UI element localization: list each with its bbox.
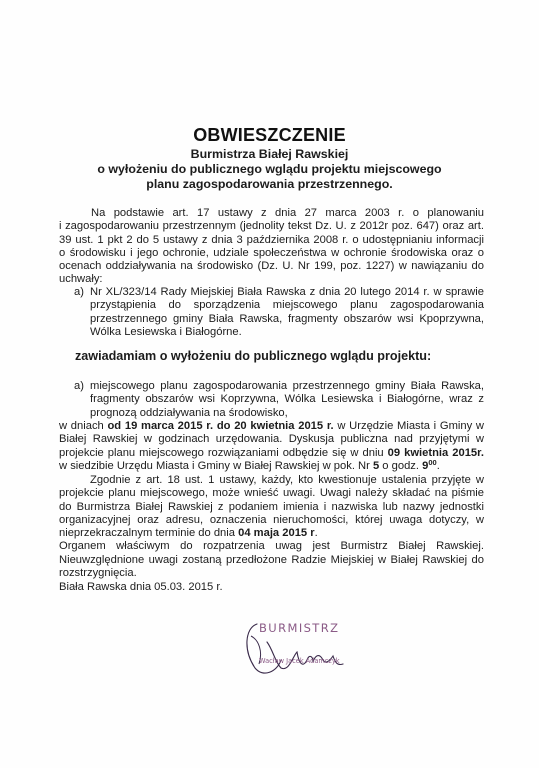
intro-line: uchwały:: [59, 273, 103, 286]
resolution-line: Wólka Lesiewska i Białogórne.: [90, 325, 242, 338]
discussion-time: $9^{00}$: [422, 457, 437, 472]
dates-paragraph: [59, 420, 484, 473]
intro-line: ocenach oddziaływania na środowisko (Dz. U. Nr 199, poz. 1227) w nawiązaniu do: [59, 260, 484, 273]
stamp-name: Wacław Jacek Adamczyk: [259, 657, 340, 665]
document-title: OBWIESZCZENIE: [193, 125, 346, 145]
resolution-line: Nr XL/323/14 Rady Miejskiej Biała Rawska z dnia 20 lutego 2014 r. w sprawie: [90, 286, 484, 298]
project-item: [90, 380, 484, 420]
subtitle-line-2: o wyłożeniu do publicznego wglądu projektu miejscowego: [97, 162, 442, 176]
remarks-line: Organem właściwym do rozpatrzenia uwag jest Burmistrz Białej Rawskiej.: [59, 540, 484, 553]
project-line: fragmenty obszarów wsi Koprzywna, Wólka Lesiewska i Białogórne, wraz z: [90, 393, 484, 406]
resolution-label: a): [74, 286, 84, 298]
project-line: miejscowego planu zagospodarowania przestrzennego gminy Biała Rawska,: [90, 380, 484, 392]
subtitle-line-1: Burmistrza Białej Rawskiej: [190, 147, 349, 161]
resolution-item: [90, 286, 484, 339]
remarks-line: organizacyjnej oraz adresu, oznaczenia nieruchomości, której uwaga dotyczy, w: [59, 513, 484, 526]
remarks-line: projekcie planu miejscowego, może wnieść uwagi. Uwagi należy składać na piśmie: [59, 487, 484, 500]
project-line: prognozą oddziaływania na środowisko,: [90, 406, 288, 419]
dates-line-4: w siedzibie Urzędu Miasta i Gminy w Białej Rawskiej w pok. Nr 5 o godz. $9^{00}$.: [59, 457, 440, 472]
remarks-line: do Burmistrza Białej Rawskiej z podaniem imienia i nazwiska lub nazwy jednostki: [59, 500, 484, 513]
remarks-paragraph: [59, 474, 484, 580]
mayor-stamp-signature: [237, 620, 377, 680]
project-label: a): [74, 380, 84, 392]
dates-line-2: Białej Rawskiej w godzinach urzędowania. Dyskusja publiczna nad przyjętymi w: [59, 433, 484, 446]
deadline-date: 04 maja 2015 r: [238, 527, 315, 540]
place-and-date: Biała Rawska dnia 05.03. 2015 r.: [59, 581, 223, 593]
discussion-date: 09 kwietnia 2015r.: [387, 446, 484, 459]
intro-paragraph: [59, 207, 484, 287]
remarks-line: Nieuwzględnione uwagi zostaną przedłożone Radzie Miejskiej w Białej Rawskiej do: [59, 553, 484, 566]
intro-line: Na podstawie art. 17 ustawy z dnia 27 marca 2003 r. o planowaniu: [91, 207, 484, 219]
intro-line: 39 ust. 1 pkt 2 do 5 ustawy z dnia 3 października 2008 r. o udostępnianiu informacji: [59, 233, 484, 246]
intro-line: i zagospodarowaniu przestrzennym (jednolity tekst Dz. U. z 2012r poz. 647) oraz art.: [59, 220, 484, 233]
resolution-line: przestrzennego gminy Biała Rawska, fragmenty obszarów wsi Kpoprzywna,: [90, 312, 484, 325]
remarks-line: Zgodnie z art. 18 ust. 1 ustawy, każdy, kto kwestionuje ustalenia przyjęte w: [90, 474, 484, 486]
remarks-line: rozstrzygnięcia.: [59, 567, 137, 580]
remarks-line-deadline: nieprzekraczalnym terminie do dnia 04 maja 2015 r.: [59, 527, 318, 540]
intro-line: o środowisku i jego ochronie, udziale społeczeństwa w ochronie środowiska oraz o: [59, 246, 484, 259]
announcement-heading: zawiadamiam o wyłożeniu do publicznego wglądu projektu:: [75, 349, 432, 363]
subtitle-line-3: planu zagospodarowania przestrzennego.: [146, 177, 393, 191]
dates-line-3: projekcie planu miejscowego rozwiązaniami odbędzie się w dniu 09 kwietnia 2015r.: [59, 446, 484, 459]
stamp-title: BURMISTRZ: [259, 621, 340, 635]
exhibition-period: od 19 marca 2015 r. do 20 kwietnia 2015 r.: [107, 420, 334, 432]
dates-line-1: w dniach od 19 marca 2015 r. do 20 kwietnia 2015 r. w Urzędzie Miasta i Gminy w: [59, 420, 484, 432]
resolution-line: przystąpienia do sporządzenia miejscowego planu zagospodarowania: [90, 299, 484, 312]
room-number: 5: [372, 459, 380, 472]
